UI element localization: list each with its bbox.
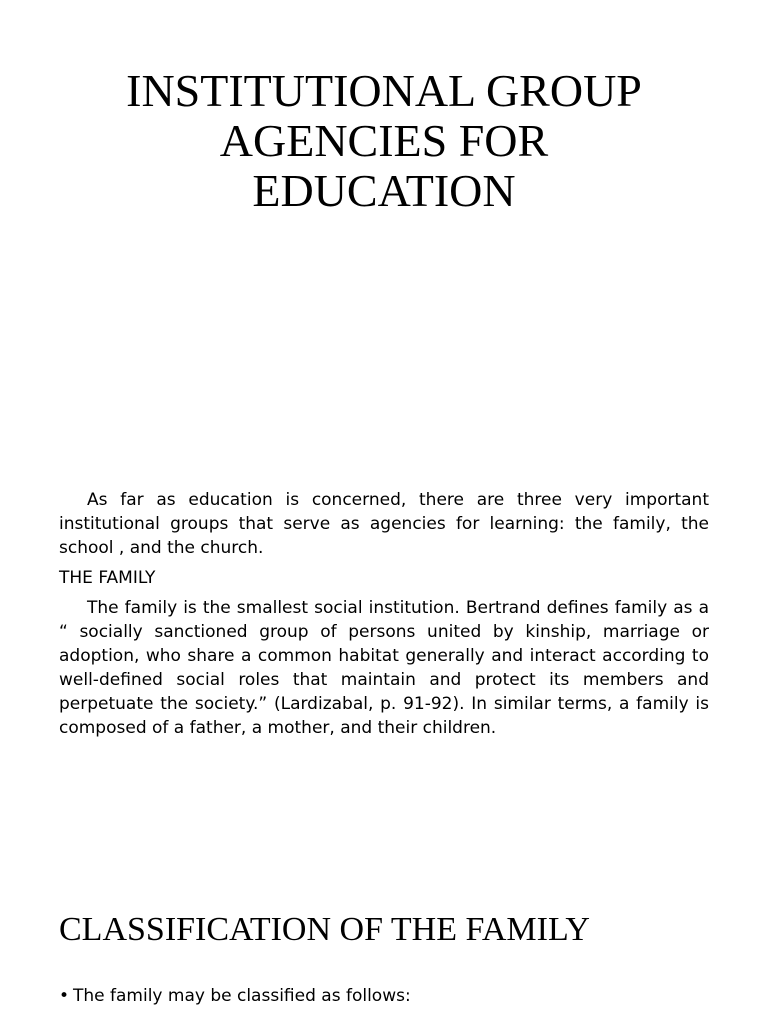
intro-paragraph: As far as education is concerned, there are three very important institutional groups that serve as agencies for learning: the family, the school , and the church. [59,490,709,558]
bullet-item-text: The family may be classified as follows: [73,986,411,1006]
title-slide [0,0,768,460]
title-line-2: AGENCIES FOR [219,115,549,166]
family-slide [0,460,768,860]
bullet-item [59,984,411,1008]
family-slide-body [59,488,709,746]
section-heading-family: THE FAMILY [59,568,156,588]
bullet-marker: • [59,986,70,1006]
title-line-1: INSTITUTIONAL GROUP [126,65,642,116]
classification-bullet-list [59,984,411,1008]
document-title [60,66,708,216]
classification-heading: CLASSIFICATION OF THE FAMILY [59,911,590,948]
classification-slide [0,860,768,1024]
title-line-3: EDUCATION [252,165,516,216]
family-definition-paragraph: The family is the smallest social institution. Bertrand defines family as a “ socially sanctioned group of persons united by kinship, marriage or adoption, who share a common habitat generally and interact according to well-defined social roles that maintain and protect its members and perpetuate the society.” (Lardizabal, p. 91-92). In similar terms, a family is composed of a father, a mother, and their children. [59,598,709,738]
